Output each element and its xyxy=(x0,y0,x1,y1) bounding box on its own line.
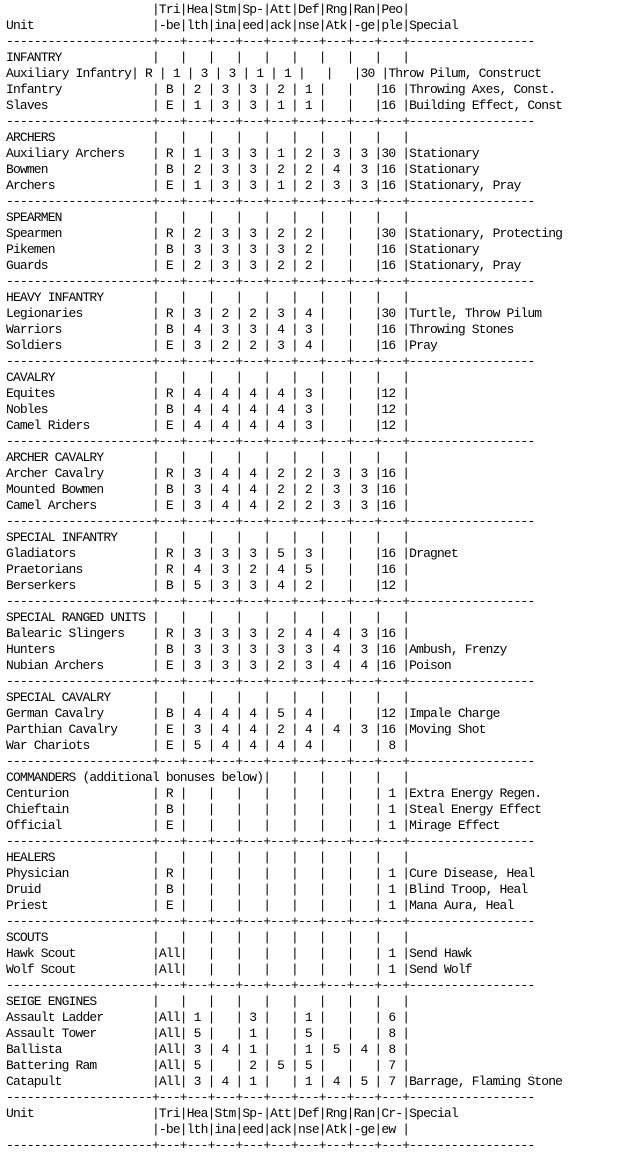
text-line: ---------------------+---+---+---+---+---+---+---+---+---+------------------ xyxy=(6,754,535,769)
text-line: ---------------------+---+---+---+---+---+---+---+---+---+------------------ xyxy=(6,1090,535,1105)
text-line: Assault Tower |All| 5 | | 1 | | 5 | | | 8 | xyxy=(6,1026,410,1041)
text-line: CAVALRY | | | | | | | | | | xyxy=(6,370,410,385)
text-line: Catapult |All| 3 | 4 | 1 | | 1 | 4 | 5 | 7 |Barrage, Flaming Stone xyxy=(6,1074,563,1089)
text-line: SEIGE ENGINES | | | | | | | | | | xyxy=(6,994,410,1009)
text-line: Pikemen | B | 3 | 3 | 3 | 3 | 2 | | |16 |Stationary xyxy=(6,242,479,257)
text-line: ---------------------+---+---+---+---+---+---+---+---+---+------------------ xyxy=(6,674,535,689)
text-line: ---------------------+---+---+---+---+---+---+---+---+---+------------------ xyxy=(6,978,535,993)
text-line: Archer Cavalry | R | 3 | 4 | 4 | 2 | 2 | 3 | 3 |16 | xyxy=(6,466,410,481)
text-line: Camel Archers | E | 3 | 4 | 4 | 2 | 2 | 3 | 3 |16 | xyxy=(6,498,410,513)
text-line: Spearmen | R | 2 | 3 | 3 | 2 | 2 | | |30 |Stationary, Protecting xyxy=(6,226,563,241)
text-line: Chieftain | B | | | | | | | | 1 |Steal Energy Effect xyxy=(6,802,542,817)
text-line: Assault Ladder |All| 1 | | 3 | | 1 | | | 6 | xyxy=(6,1010,410,1025)
text-line: INFANTRY | | | | | | | | | | xyxy=(6,50,410,65)
text-line: SPECIAL CAVALRY | | | | | | | | | | xyxy=(6,690,410,705)
text-line: ---------------------+---+---+---+---+---+---+---+---+---+------------------ xyxy=(6,274,535,289)
text-line: ---------------------+---+---+---+---+---+---+---+---+---+------------------ xyxy=(6,1138,535,1153)
text-line: Slaves | E | 1 | 3 | 3 | 1 | 1 | | |16 |Building Effect, Const xyxy=(6,98,563,113)
text-line: SPEARMEN | | | | | | | | | | xyxy=(6,210,410,225)
text-line: SCOUTS | | | | | | | | | | xyxy=(6,930,410,945)
text-line: Equites | R | 4 | 4 | 4 | 4 | 3 | | |12 | xyxy=(6,386,410,401)
text-line: Ballista |All| 3 | 4 | 1 | | 1 | 5 | 4 | 8 | xyxy=(6,1042,410,1057)
text-line: Nobles | B | 4 | 4 | 4 | 4 | 3 | | |12 | xyxy=(6,402,410,417)
text-line: Unit |Tri|Hea|Stm|Sp-|Att|Def|Rng|Ran|Cr-|Special xyxy=(6,1106,458,1121)
text-line: Unit |-be|lth|ina|eed|ack|nse|Atk|-ge|ple|Special xyxy=(6,18,458,33)
text-line: SPECIAL INFANTRY | | | | | | | | | | xyxy=(6,530,410,545)
text-line: Official | E | | | | | | | | 1 |Mirage Effect xyxy=(6,818,500,833)
text-line: Priest | E | | | | | | | | 1 |Mana Aura, Heal xyxy=(6,898,514,913)
text-line: Parthian Cavalry | E | 3 | 4 | 4 | 2 | 4 | 4 | 3 |16 |Moving Shot xyxy=(6,722,486,737)
text-line: Berserkers | B | 5 | 3 | 3 | 4 | 2 | | |12 | xyxy=(6,578,410,593)
text-line: Physician | R | | | | | | | | 1 |Cure Disease, Heal xyxy=(6,866,535,881)
text-line: Warriors | B | 4 | 3 | 3 | 4 | 3 | | |16 |Throwing Stones xyxy=(6,322,514,337)
text-line: ---------------------+---+---+---+---+---+---+---+---+---+------------------ xyxy=(6,34,535,49)
text-line: Gladiators | R | 3 | 3 | 3 | 5 | 3 | | |16 |Dragnet xyxy=(6,546,458,561)
text-line: Nubian Archers | E | 3 | 3 | 3 | 2 | 3 | 4 | 4 |16 |Poison xyxy=(6,658,451,673)
text-line: ---------------------+---+---+---+---+---+---+---+---+---+------------------ xyxy=(6,354,535,369)
text-line: German Cavalry | B | 4 | 4 | 4 | 5 | 4 | | |12 |Impale Charge xyxy=(6,706,500,721)
text-line: Infantry | B | 2 | 3 | 3 | 2 | 1 | | |16 |Throwing Axes, Const. xyxy=(6,82,556,97)
text-line: ---------------------+---+---+---+---+---+---+---+---+---+------------------ xyxy=(6,594,535,609)
text-line: ARCHERS | | | | | | | | | | xyxy=(6,130,410,145)
text-line: Battering Ram |All| 5 | | 2 | 5 | 5 | | | 7 | xyxy=(6,1058,410,1073)
text-line: |Tri|Hea|Stm|Sp-|Att|Def|Rng|Ran|Peo| xyxy=(6,2,410,17)
text-line: HEALERS | | | | | | | | | | xyxy=(6,850,410,865)
text-line: Wolf Scout |All| | | | | | | | 1 |Send Wolf xyxy=(6,962,472,977)
text-line: Auxiliary Infantry| R | 1 | 3 | 3 | 1 | 1 | | |30 |Throw Pilum, Construct xyxy=(6,66,542,81)
text-line: |-be|lth|ina|eed|ack|nse|Atk|-ge|ew | xyxy=(6,1122,410,1137)
text-line: Auxiliary Archers | R | 1 | 3 | 3 | 1 | 2 | 3 | 3 |30 |Stationary xyxy=(6,146,479,161)
text-line: Camel Riders | E | 4 | 4 | 4 | 4 | 3 | | |12 | xyxy=(6,418,410,433)
text-line: ---------------------+---+---+---+---+---+---+---+---+---+------------------ xyxy=(6,434,535,449)
text-line: Archers | E | 1 | 3 | 3 | 1 | 2 | 3 | 3 |16 |Stationary, Pray xyxy=(6,178,521,193)
text-line: Bowmen | B | 2 | 3 | 3 | 2 | 2 | 4 | 3 |16 |Stationary xyxy=(6,162,479,177)
text-line: War Chariots | E | 5 | 4 | 4 | 4 | 4 | | | 8 | xyxy=(6,738,410,753)
text-line: ---------------------+---+---+---+---+---+---+---+---+---+------------------ xyxy=(6,514,535,529)
text-line: ARCHER CAVALRY | | | | | | | | | | xyxy=(6,450,410,465)
text-line: Guards | E | 2 | 3 | 3 | 2 | 2 | | |16 |Stationary, Pray xyxy=(6,258,521,273)
text-line: ---------------------+---+---+---+---+---+---+---+---+---+------------------ xyxy=(6,914,535,929)
text-line: HEAVY INFANTRY | | | | | | | | | | xyxy=(6,290,410,305)
text-line: Legionaries | R | 3 | 2 | 2 | 3 | 4 | | |30 |Turtle, Throw Pilum xyxy=(6,306,542,321)
text-line: Mounted Bowmen | B | 3 | 4 | 4 | 2 | 2 | 3 | 3 |16 | xyxy=(6,482,410,497)
text-line: COMMANDERS (additional bonuses below)| | | | | | xyxy=(6,770,410,785)
text-line: ---------------------+---+---+---+---+---+---+---+---+---+------------------ xyxy=(6,194,535,209)
text-line: Balearic Slingers | R | 3 | 3 | 3 | 2 | 4 | 4 | 3 |16 | xyxy=(6,626,410,641)
text-line: Druid | B | | | | | | | | 1 |Blind Troop, Heal xyxy=(6,882,528,897)
text-line: Hunters | B | 3 | 3 | 3 | 3 | 3 | 4 | 3 |16 |Ambush, Frenzy xyxy=(6,642,507,657)
text-line: Soldiers | E | 3 | 2 | 2 | 3 | 4 | | |16 |Pray xyxy=(6,338,437,353)
text-line: Centurion | R | | | | | | | | 1 |Extra Energy Regen. xyxy=(6,786,542,801)
text-line: SPECIAL RANGED UNITS | | | | | | | | | | xyxy=(6,610,410,625)
text-line: Praetorians | R | 4 | 3 | 2 | 4 | 5 | | |16 | xyxy=(6,562,410,577)
text-line: ---------------------+---+---+---+---+---+---+---+---+---+------------------ xyxy=(6,114,535,129)
text-line: ---------------------+---+---+---+---+---+---+---+---+---+------------------ xyxy=(6,834,535,849)
text-line: Hawk Scout |All| | | | | | | | 1 |Send Hawk xyxy=(6,946,472,961)
